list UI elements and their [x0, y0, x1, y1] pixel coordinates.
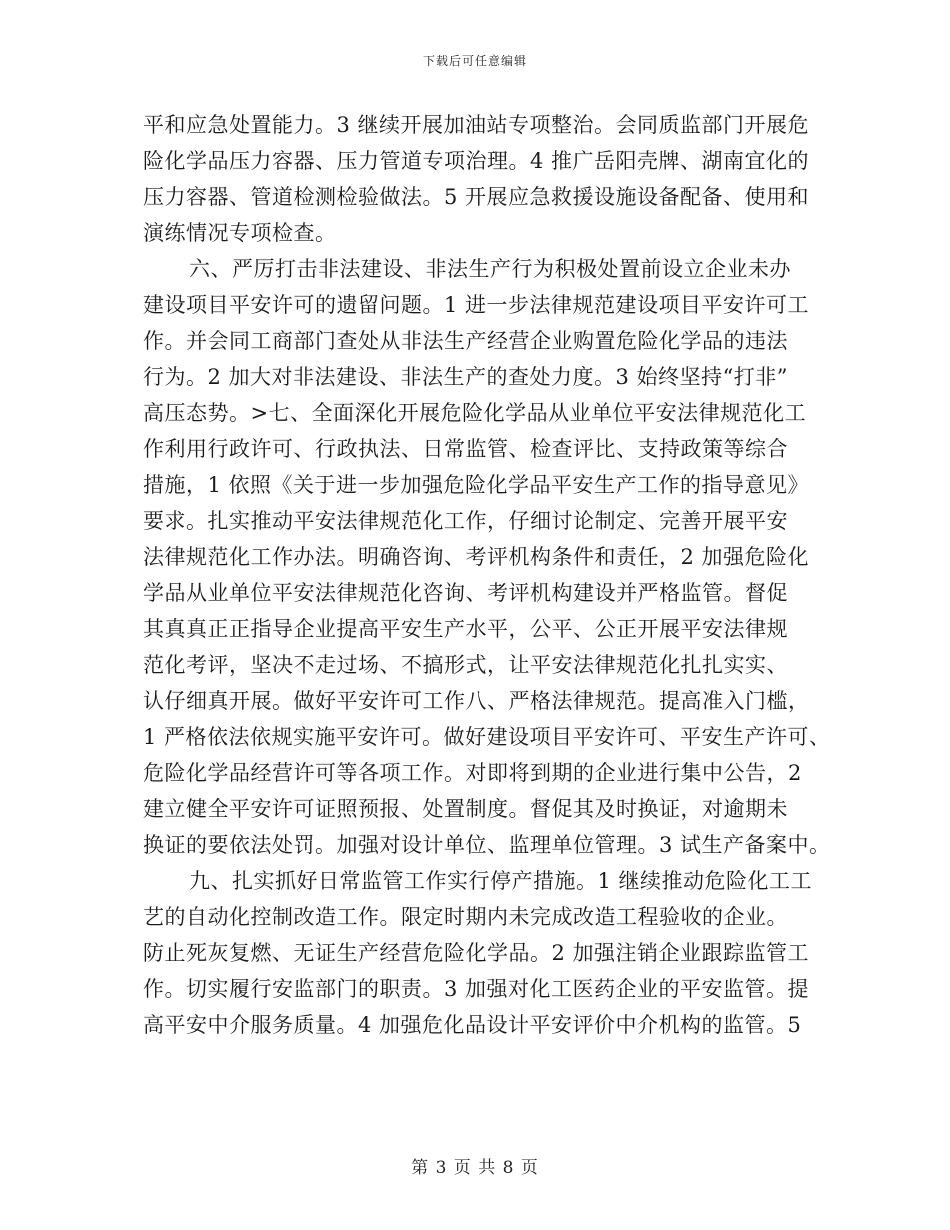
text-line: 高平安中介服务质量。4 加强危化品设计平安评价中介机构的监管。5 — [143, 1013, 802, 1037]
text-line: 措施，1 依照《关于进一步加强危险化学品平安生产工作的指导意见》 — [143, 473, 810, 497]
text-line: 换证的要依法处罚。加强对设计单位、监理单位管理。3 试生产备案中。 — [143, 833, 831, 857]
text-line: 要求。扎实推动平安法律规范化工作，仔细讨论制定、完善开展平安 — [143, 509, 788, 533]
text-line: 压力容器、管道检测检验做法。5 开展应急救援设施设备配备、使用和 — [143, 185, 810, 209]
text-line: 认仔细真开展。做好平安许可工作八、严格法律规范。提高准入门槛， — [143, 689, 810, 713]
text-line: 演练情况专项检查。 — [143, 221, 337, 245]
document-body — [143, 107, 831, 1043]
text-line: 高压态势。>七、全面深化开展危险化学品从业单位平安法律规范化工 — [143, 401, 807, 425]
text-line: 作利用行政许可、行政执法、日常监管、检查评比、支持政策等综合 — [143, 437, 788, 461]
text-line: 作。切实履行安监部门的职责。3 加强对化工医药企业的平安监管。提 — [143, 977, 810, 1001]
text-line: 建立健全平安许可证照预报、处置制度。督促其及时换证，对逾期未 — [143, 797, 788, 821]
text-line: 建设项目平安许可的遗留问题。1 进一步法律规范建设项目平安许可工 — [143, 293, 810, 317]
text-line: 作。并会同工商部门查处从非法生产经营企业购置危险化学品的违法 — [143, 329, 788, 353]
section-nine-heading-line: 九、扎实抓好日常监管工作实行停产措施。1 继续推动危险化工工 — [189, 869, 813, 893]
text-line: 防止死灰复燃、无证生产经营危险化学品。2 加强注销企业跟踪监管工 — [143, 941, 810, 965]
text-line: 艺的自动化控制改造工作。限定时期内未完成改造工程验收的企业。 — [143, 905, 788, 929]
text-line: 1 严格依法依规实施平安许可。做好建设项目平安许可、平安生产许可、 — [143, 725, 831, 749]
text-line: 其真真正正指导企业提高平安生产水平，公平、公正开展平安法律规 — [143, 617, 788, 641]
text-line: 范化考评，坚决不走过场、不搞形式，让平安法律规范化扎扎实实、 — [143, 653, 788, 677]
page-number-footer: 第 3 页 共 8 页 — [411, 1158, 539, 1178]
text-line: 险化学品压力容器、压力管道专项治理。4 推广岳阳壳牌、湖南宜化的 — [143, 149, 810, 173]
text-line: 行为。2 加大对非法建设、非法生产的查处力度。3 始终坚持“打非” — [143, 365, 789, 389]
text-line: 平和应急处置能力。3 继续开展加油站专项整治。会同质监部门开展危 — [143, 113, 810, 137]
section-six-heading-line: 六、严厉打击非法建设、非法生产行为积极处置前设立企业未办 — [189, 257, 791, 281]
text-line: 学品从业单位平安法律规范化咨询、考评机构建设并严格监管。督促 — [143, 581, 788, 605]
text-line: 危险化学品经营许可等各项工作。对即将到期的企业进行集中公告，2 — [143, 761, 802, 785]
page-header: 下载后可任意编辑 — [422, 54, 527, 68]
text-line: 法律规范化工作办法。明确咨询、考评机构条件和责任，2 加强危险化 — [143, 545, 810, 569]
